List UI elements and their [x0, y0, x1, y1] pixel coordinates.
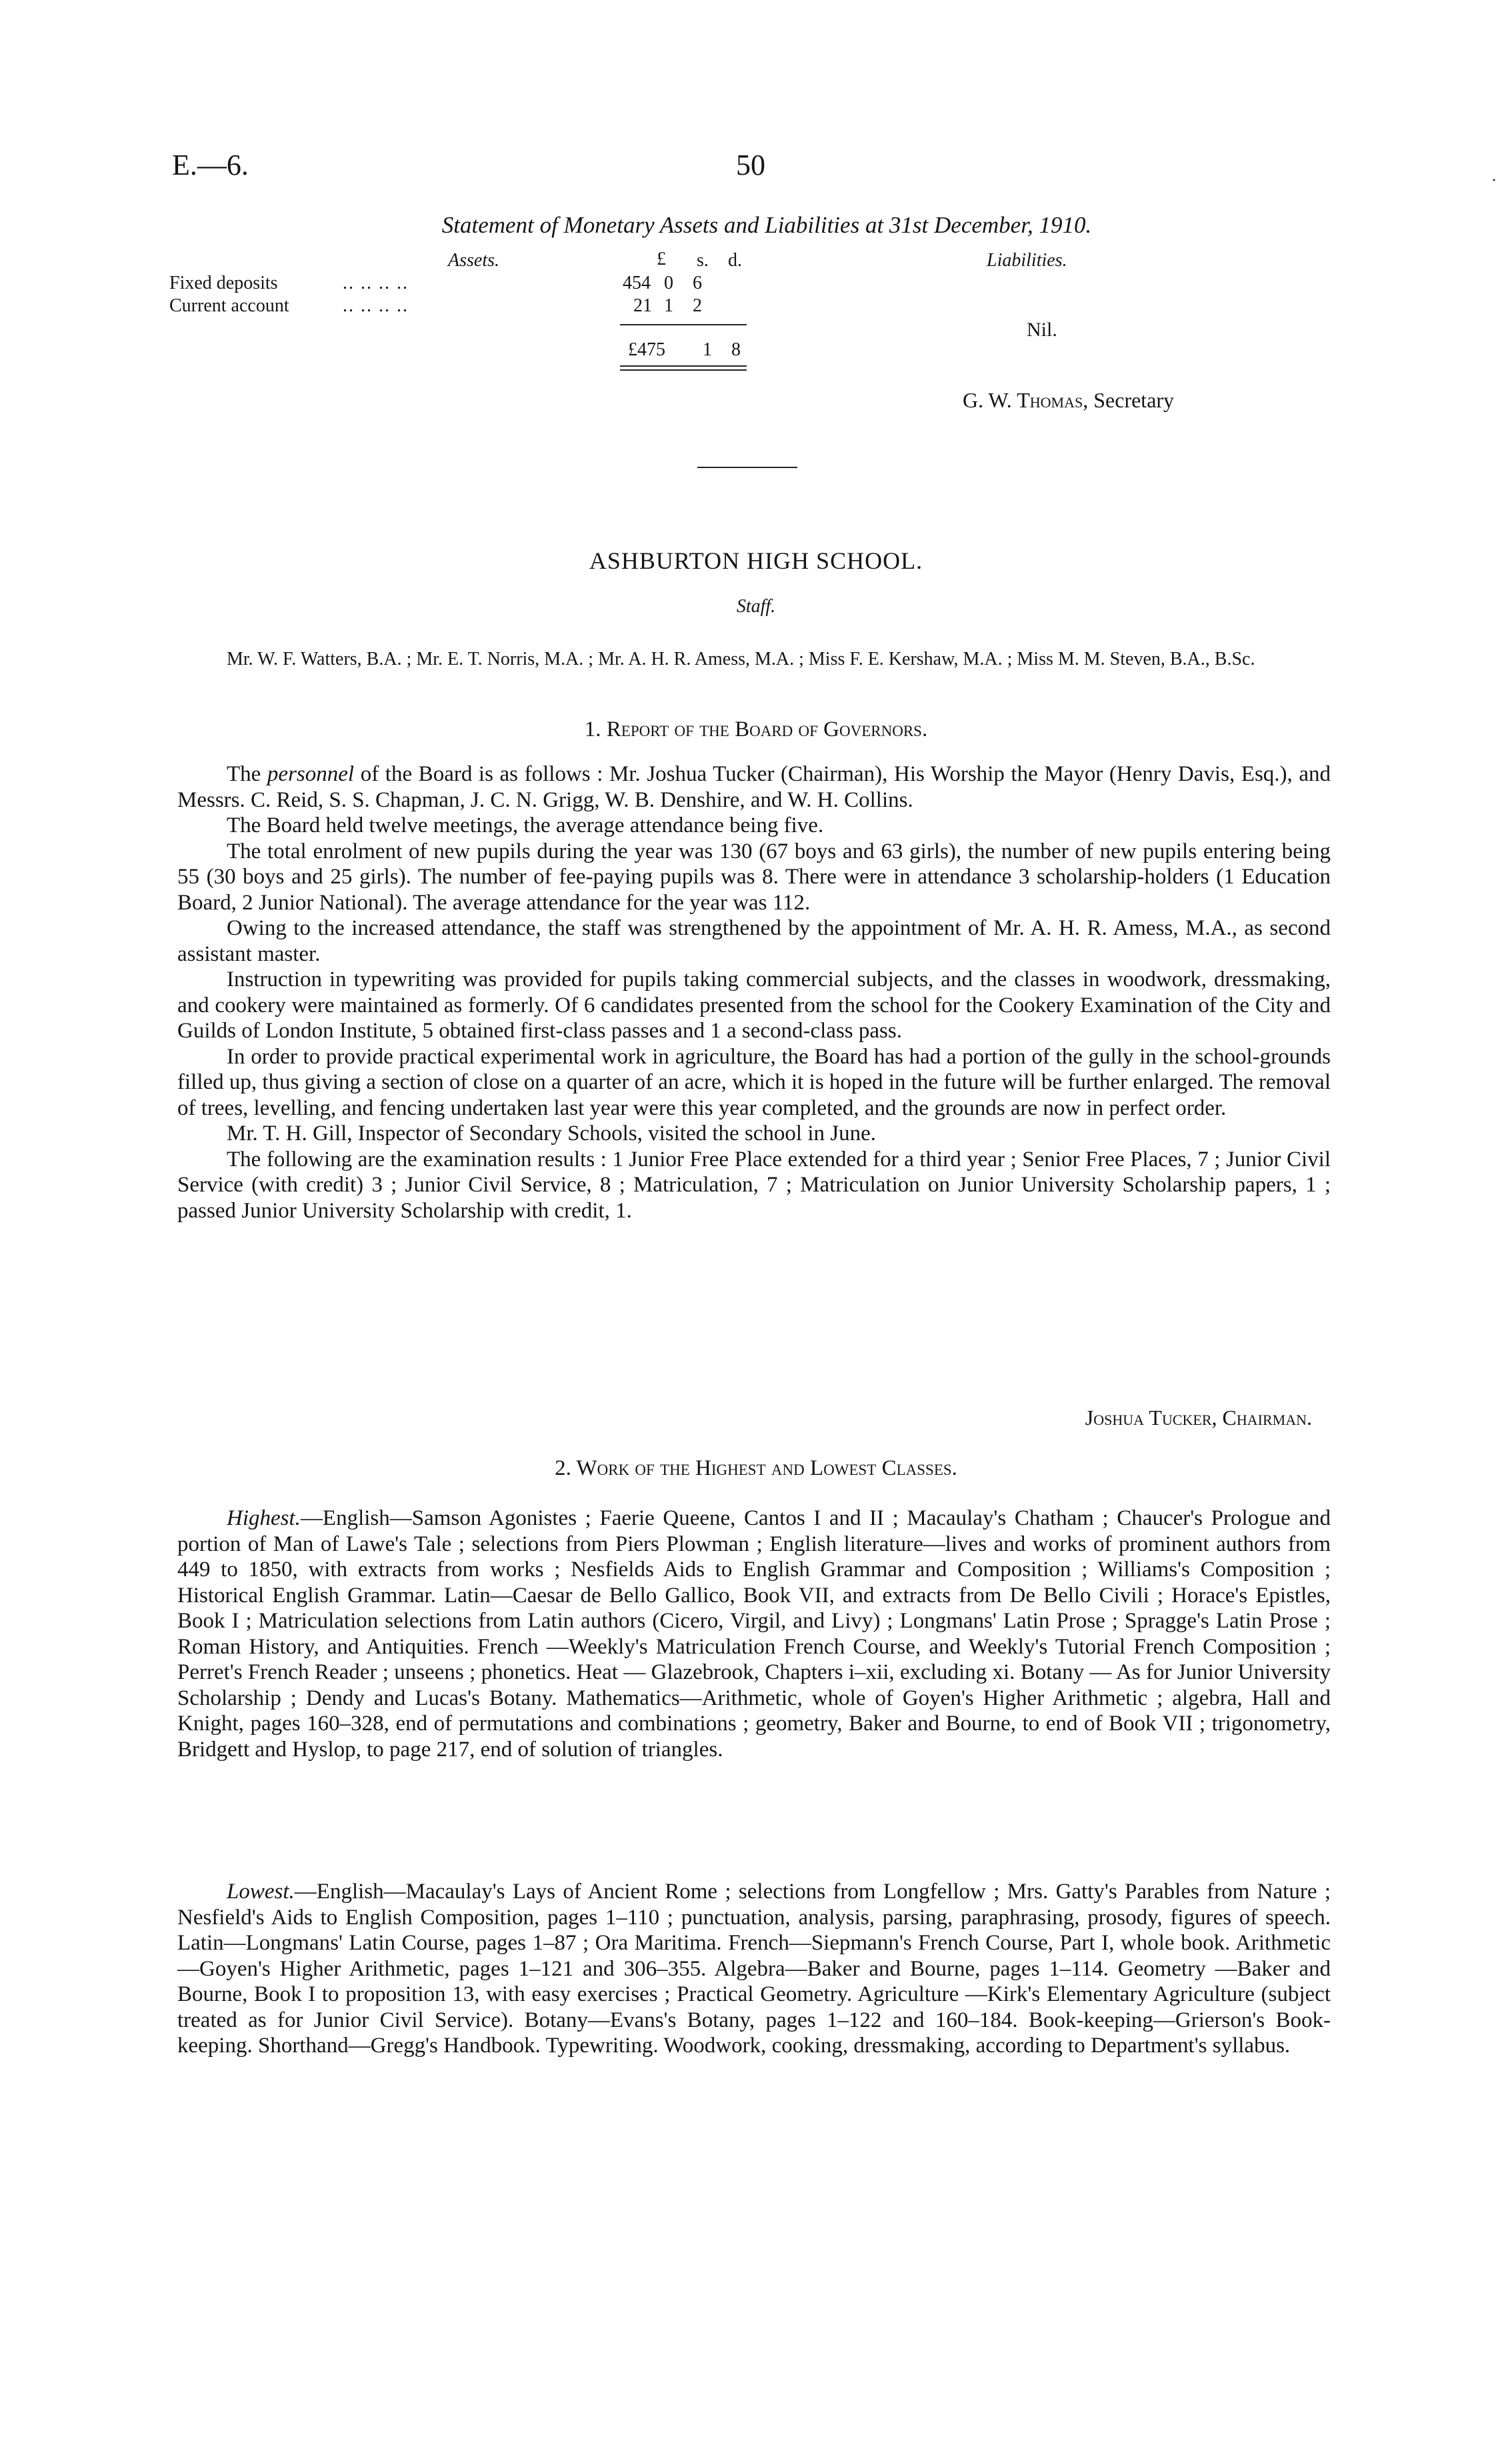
liabilities-value: Nil.: [1027, 319, 1057, 341]
highest-text: —English—Samson Agonistes ; Faerie Queene, Cantos I and II ; Macaulay's Chatham ; Chaucer's Prologue and portion of Man of Lawe's Tale ; selections from Piers Plowman ; English literature—lives and works of prominent authors from 449 to 1850, with extracts from works ; Nesfields Aids to English Grammar and Composition ; Williams's Composition ; Historical English Grammar. Latin—Caesar de Bello Gallico, Book VII, and extracts from De Bello Civili ; Horace's Epistles, Book I ; Matriculation selections from Latin authors (Cicero, Virgil, and Livy) ; Longmans' Latin Prose ; Spragge's Latin Prose ; Roman History, and Antiquities. French —Weekly's Matriculation French Course, and Weekly's Tutorial French Composition ; Perret's French Reader ; unseens ; phonetics. Heat — Glazebrook, Chapters i–xii, excluding xi. Botany — As for Junior University Scholarship ; Dendy and Lucas's Botany. Mathematics—Arithmetic, whole of Goyen's Higher Arithmetic ; algebra, Hall and Knight, pages 160–328, end of permutations and combinations ; geometry, Baker and Bourne, to end of Book VII ; trigonometry, Bridgett and Hyslop, to page 217, end of solution of triangles.: [177, 1506, 1331, 1762]
personnel-paragraph: [177, 761, 1331, 813]
report-paragraph: The total enrolment of new pupils during the year was 130 (67 boys and 63 girls), the number of new pupils entering being 55 (30 boys and 25 girls). The number of fee-paying pupils was 8. There were in attendance 3 scholarship-holders (1 Education Board, 2 Junior National). The average attendance for the year was 112.: [177, 839, 1331, 915]
highest-label: Highest.: [227, 1506, 301, 1530]
subtotal-rule: [620, 324, 747, 325]
staff-list: [177, 648, 1331, 671]
personnel-word: personnel: [267, 762, 355, 786]
asset-shillings: 1: [664, 295, 673, 316]
highest-paragraph: [177, 1506, 1331, 1762]
total-row: [628, 339, 775, 361]
report-paragraph: Instruction in typewriting was provided for pupils taking commercial subjects, and the classes in woodwork, dressmaking, and cookery were maintained as formerly. Of 6 candidates presented from the school for the Cookery Examination of the City and Guilds of London Institute, 5 obtained first-class passes and 1 a second-class pass.: [177, 967, 1331, 1043]
total-rule-bottom: [620, 369, 747, 371]
secretary-name: G. W. Thomas,: [963, 388, 1089, 412]
report-heading: 1. Report of the Board of Governors.: [584, 717, 928, 741]
section-divider: [697, 467, 797, 468]
asset-pence: 2: [693, 295, 702, 316]
col-pence-heading: d.: [728, 250, 742, 271]
liabilities-heading: Liabilities.: [987, 250, 1067, 271]
lowest-text: —English—Macaulay's Lays of Ancient Rome ; selections from Longfellow ; Mrs. Gatty's Parables from Nature ; Nesfield's Aids to English Composition, pages 1–110 ; punctuation, analysis, parsing, paraphrasing, prosody, figures of speech. Latin—Longmans' Latin Course, pages 1–87 ; Ora Maritima. French—Siepmann's French Course, Part I, whole book. Arithmetic—Goyen's Higher Arithmetic, pages 1–121 and 306–355. Algebra—Baker and Bourne, pages 1–114. Geometry —Baker and Bourne, Book I to proposition 13, with easy exercises ; Practical Geometry. Agriculture —Kirk's Elementary Agriculture (subject treated as for Junior Civil Service). Botany—Evans's Botany, pages 1–122 and 160–184. Book-keeping—Grierson's Book-keeping. Shorthand—Gregg's Handbook. Typewriting. Woodwork, cooking, dressmaking, according to Department's syllabus.: [177, 1880, 1331, 2058]
staff-heading: Staff.: [736, 596, 776, 617]
asset-pounds: 21: [633, 295, 652, 316]
asset-label: Current account: [169, 295, 289, 316]
total-shillings: 1: [703, 339, 712, 360]
classes-heading: 2. Work of the Highest and Lowest Classes.: [555, 1456, 957, 1480]
dot-leader: .. .. .. ..: [343, 273, 409, 293]
col-shillings-heading: s.: [697, 250, 709, 271]
total-pence: 8: [731, 339, 741, 360]
series-code: E.—6.: [172, 149, 249, 181]
statement-title: Statement of Monetary Assets and Liabilities at 31st December, 1910.: [441, 212, 1092, 238]
report-body: [177, 761, 1331, 1223]
dot-leader: .. .. .. ..: [343, 295, 409, 316]
staff-list-text: Mr. W. F. Watters, B.A. ; Mr. E. T. Norris, M.A. ; Mr. A. H. R. Amess, M.A. ; Miss F. E. Kershaw, M.A. ; Miss M. M. Steven, B.A., B.Sc.: [227, 649, 1255, 669]
total-pounds: £475: [628, 339, 665, 360]
asset-pounds: 454: [623, 273, 651, 293]
asset-pence: 6: [693, 273, 702, 293]
lowest-paragraph: [177, 1879, 1331, 2059]
total-rule-top: [620, 365, 747, 367]
highest-class: [177, 1506, 1331, 1762]
col-pounds-heading: £: [657, 249, 666, 269]
page-number: 50: [736, 149, 765, 181]
asset-row: [169, 295, 836, 317]
personnel-intro: The: [227, 762, 261, 786]
report-paragraph: In order to provide practical experimental work in agriculture, the Board has had a portion of the gully in the school-grounds filled up, thus giving a section of close on a quarter of an acre, which it is hoped in the future will be further enlarged. The removal of trees, levelling, and fencing undertaken last year were this year completed, and the grounds are now in perfect order.: [177, 1044, 1331, 1120]
asset-label: Fixed deposits: [169, 273, 278, 293]
asset-shillings: 0: [664, 273, 673, 293]
report-paragraph: The Board held twelve meetings, the average attendance being five.: [227, 813, 824, 837]
asset-row: [169, 272, 836, 295]
margin-mark: ˙: [1491, 175, 1497, 197]
report-paragraph: The following are the examination results : 1 Junior Free Place extended for a third year ; Senior Free Places, 7 ; Junior Civil Service (with credit) 3 ; Junior Civil Service, 8 ; Matriculation, 7 ; Matriculation on Junior University Scholarship papers, 1 ; passed Junior University Scholarship with credit, 1.: [177, 1147, 1331, 1223]
personnel-rest: of the Board is as follows : Mr. Joshua Tucker (Chairman), His Worship the Mayor (Henry Davis, Esq.), and Messrs. C. Reid, S. S. Chapman, J. C. N. Grigg, W. B. Denshire, and W. H. Collins.: [177, 762, 1331, 812]
lowest-class: [177, 1879, 1331, 2059]
report-paragraph: Mr. T. H. Gill, Inspector of Secondary Schools, visited the school in June.: [227, 1121, 876, 1145]
report-paragraph: Owing to the increased attendance, the staff was strengthened by the appointment of Mr. A. H. R. Amess, M.A., as second assistant master.: [177, 916, 1331, 966]
school-title: ASHBURTON HIGH SCHOOL.: [589, 547, 923, 574]
chairman-signature: Joshua Tucker, Chairman.: [1085, 1406, 1312, 1430]
lowest-label: Lowest.: [227, 1880, 295, 1904]
statement-signature: [963, 388, 1174, 413]
secretary-role: Secretary: [1093, 388, 1175, 412]
assets-heading: Assets.: [448, 250, 499, 271]
